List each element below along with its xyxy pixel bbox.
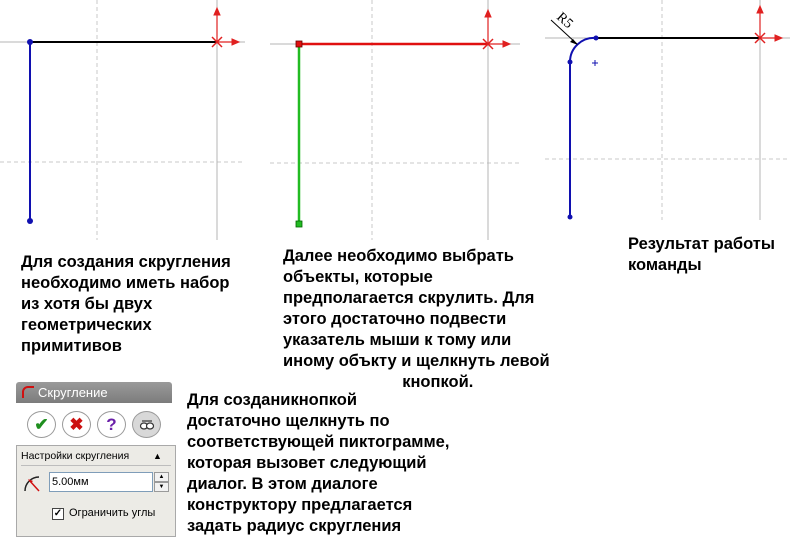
help-button[interactable] [97,411,126,438]
endpoint [568,60,573,65]
endpoint [568,215,573,220]
panel-title: Скругление [38,385,108,400]
ok-button[interactable] [27,411,56,438]
endpoint [27,218,33,224]
collapse-arrow-icon[interactable]: ▲ [153,451,162,461]
fillet-property-manager [16,382,176,537]
caption-primitives: Для создания скругления необходимо иметь набор из хотя бы двух геометрических примитивов [21,253,231,355]
detail-preview-button[interactable] [132,411,161,438]
check-icon: ✔ [34,415,49,434]
selected-endpoint [296,221,302,227]
limit-corners-checkbox[interactable]: ✓ [53,508,63,519]
origin-axis-icon [212,8,239,47]
sketch-panel-selection [270,0,520,240]
fillet-icon [20,384,36,400]
radius-icon [21,471,43,493]
origin-axis-icon [483,10,510,49]
help-icon: ? [106,415,117,434]
caption-selection: Далее необходимо выбрать объекты, которые предполагается скрулить. Для этого достаточно подвести указатель мыши к тому или иному объкту и щелкнуть левой кнопкой. [283,247,550,391]
limit-corners-label: Ограничить углы [69,507,156,519]
group-divider [21,465,171,466]
cancel-button[interactable] [62,411,91,438]
arc-center-mark [592,60,598,66]
panel-title-bar [16,382,172,403]
radius-dimension-label: R5 [553,9,576,32]
close-icon: ✖ [69,415,84,434]
sketch-panel-initial [0,0,245,240]
glasses-icon [139,418,155,432]
endpoint [27,39,33,45]
spin-down-icon[interactable]: ▼ [154,482,169,492]
group-title: Настройки скругления [21,450,130,462]
selected-endpoint [296,41,302,47]
radius-spinner[interactable] [154,472,169,492]
caption-result: Результат работы команды [628,235,775,274]
radius-dimension [551,10,578,45]
origin-axis-icon [755,6,782,43]
caption-dialog: Для созданикнопкой достаточно щелкнуть по соответствующей пиктограмме, которая вызовет следующий диалог. В этом диалоге конструктору предлагается задать радиус скругления [187,391,450,535]
spin-up-icon[interactable]: ▲ [154,472,169,482]
fillet-settings-group [16,445,176,537]
endpoint [594,36,599,41]
radius-input[interactable] [49,472,153,492]
sketch-panel-result [545,0,790,220]
